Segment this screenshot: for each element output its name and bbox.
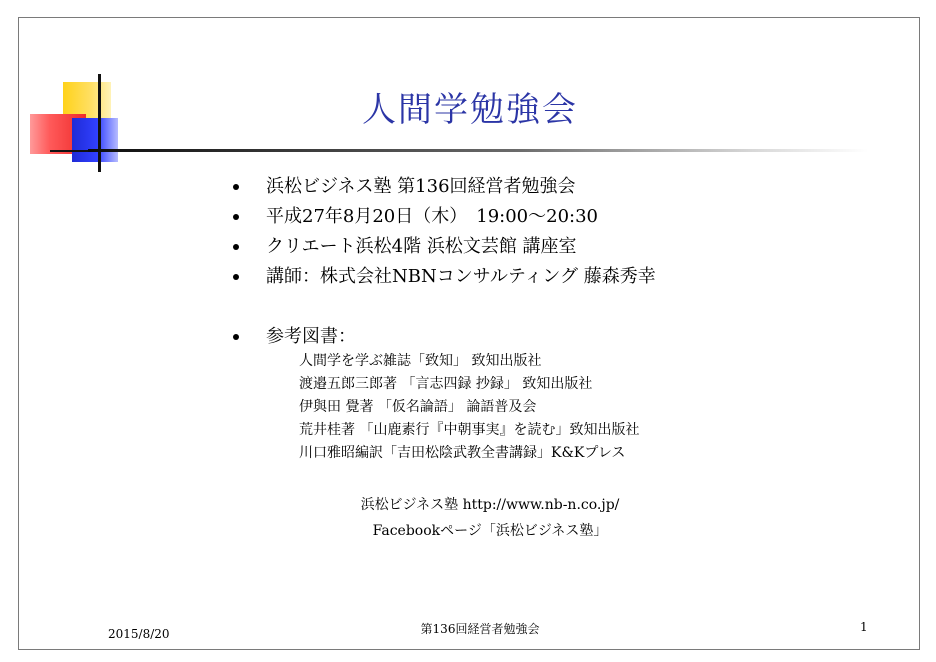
contact-info <box>290 492 690 544</box>
bullet-icon <box>233 274 239 280</box>
bullet-list <box>230 172 870 292</box>
bullet-icon <box>233 184 239 190</box>
vertical-line <box>98 74 101 172</box>
bullet-item <box>230 172 870 202</box>
slide-title: 人間学勉強会 <box>362 90 578 130</box>
reference-list <box>299 350 639 465</box>
blue-square <box>72 118 118 162</box>
contact-website: 浜松ビジネス塾 http://www.nb-n.co.jp/ <box>360 497 620 513</box>
references-heading <box>230 322 356 352</box>
bullet-item <box>230 232 870 262</box>
bullet-icon <box>233 244 239 250</box>
bullet-icon <box>233 214 239 220</box>
footer-title: 第136回経営者勉強会 <box>420 622 540 636</box>
reference-item: 人間学を学ぶ雑誌「致知」 致知出版社 <box>299 353 542 369</box>
bullet-item <box>230 262 870 292</box>
bullet-item <box>230 202 870 232</box>
page-number: 1 <box>860 620 868 634</box>
bullet-text: 講師：株式会社NBNコンサルティング 藤森秀幸 <box>266 266 656 287</box>
decorative-logo <box>30 74 160 174</box>
footer-date: 2015/8/20 <box>108 627 170 641</box>
reference-item: 川口雅昭編訳「吉田松陰武教全書講録」K&Kプレス <box>299 445 626 461</box>
bullet-text: クリエート浜松4階 浜松文芸館 講座室 <box>266 236 577 257</box>
bullet-text: 平成27年8月20日（木） 19:00～20:30 <box>266 206 599 227</box>
contact-facebook: Facebookページ「浜松ビジネス塾」 <box>372 523 608 539</box>
bullet-text: 浜松ビジネス塾 第136回経営者勉強会 <box>266 176 576 197</box>
reference-item: 伊與田 覺著 「仮名論語」 論語普及会 <box>299 399 537 415</box>
bullet-icon <box>233 334 239 340</box>
title-underline <box>88 149 868 152</box>
references-heading-text: 参考図書： <box>266 326 356 347</box>
reference-item: 荒井桂著 「山鹿素行『中朝事実』を読む」致知出版社 <box>299 422 640 438</box>
reference-item: 渡邉五郎三郎著 「言志四録 抄録」 致知出版社 <box>299 376 593 392</box>
